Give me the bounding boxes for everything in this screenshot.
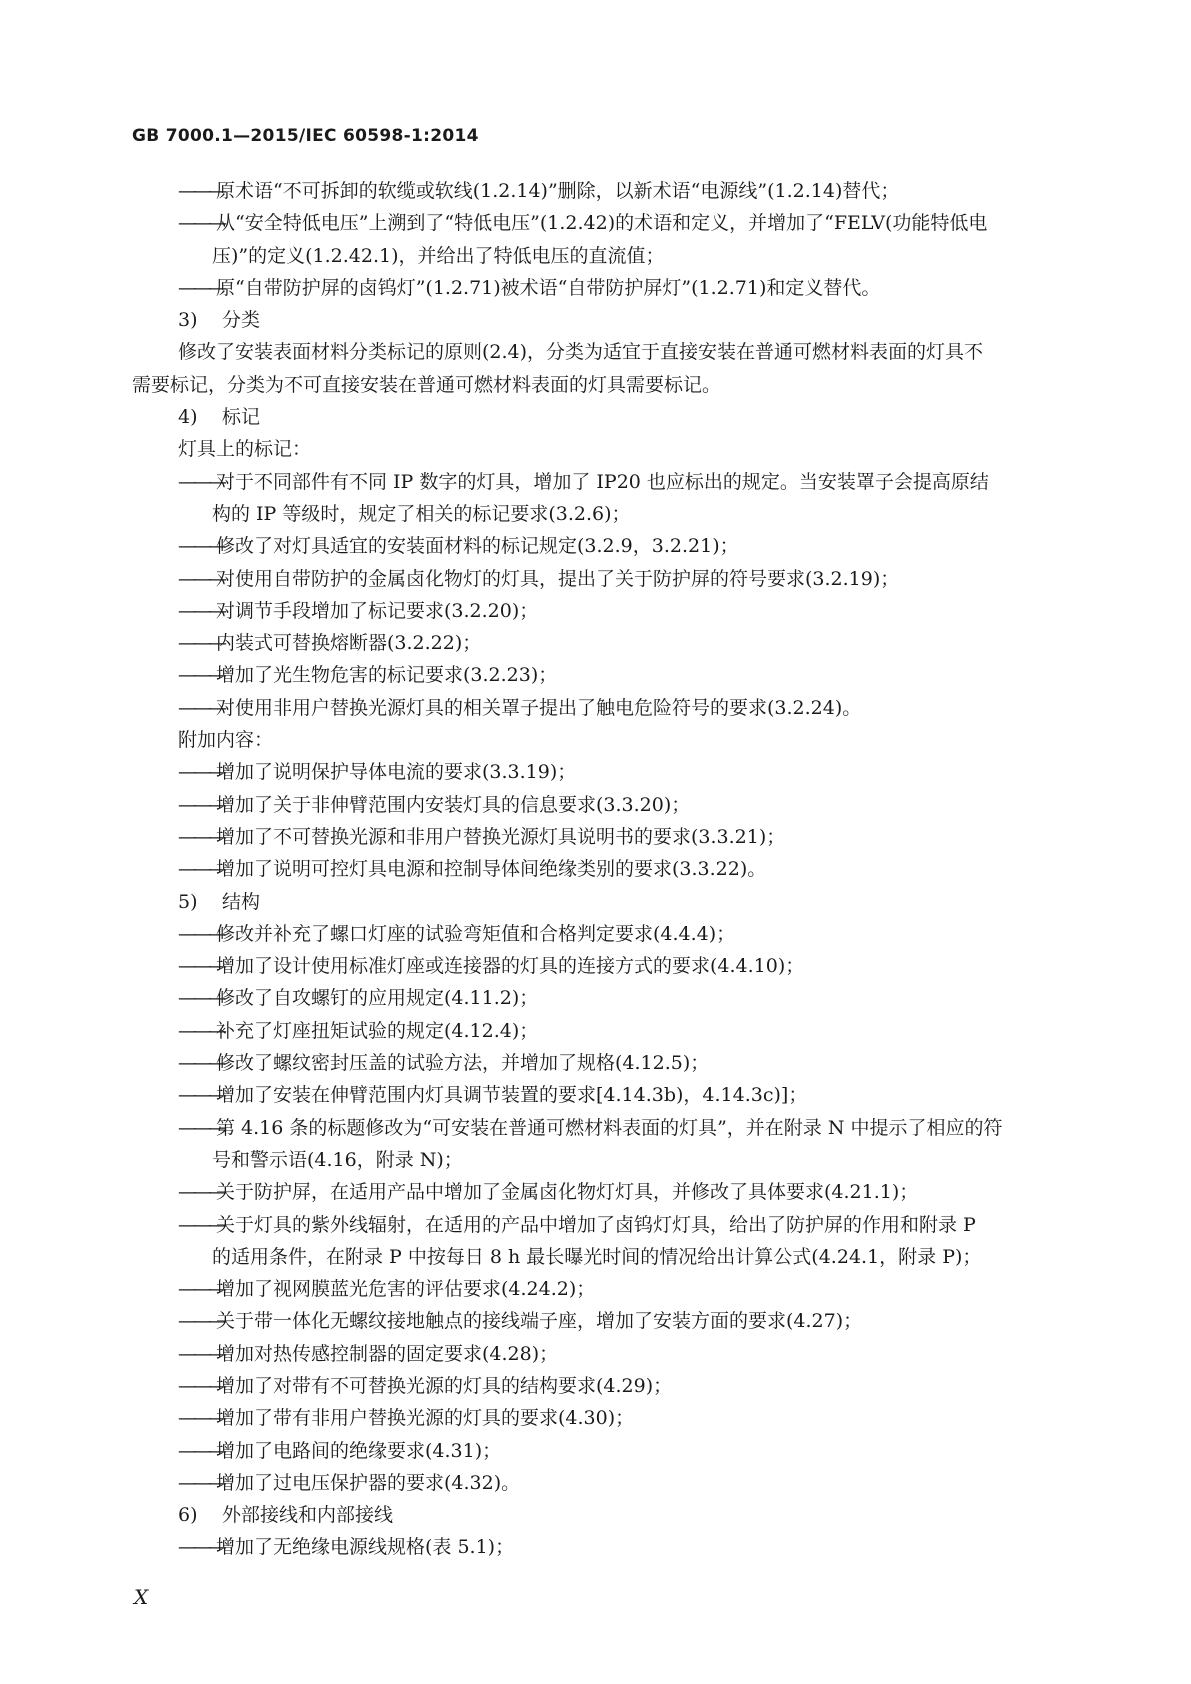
dash-marker: ———: [178, 632, 223, 655]
dash-marker: ———: [178, 1310, 223, 1333]
list-item-text: 从“安全特低电压”上溯到了“特低电压”(1.2.42)的术语和定义，并增加了“FELV(功能特低电: [216, 212, 988, 235]
list-item-continuation: 构的 IP 等级时，规定了相关的标记要求(3.2.6)；: [212, 502, 631, 525]
dash-marker: ———: [178, 1052, 223, 1075]
list-item: [178, 1047, 1078, 1079]
dash-marker: ———: [178, 922, 223, 945]
list-item-text: 增加了不可替换光源和非用户替换光源灯具说明书的要求(3.3.21)；: [216, 825, 786, 848]
section-heading: [178, 886, 1078, 918]
list-item: [178, 1079, 1078, 1111]
list-item: [178, 789, 1078, 821]
document-body: [132, 175, 1078, 1564]
dash-marker: ———: [178, 1407, 223, 1430]
dash-marker: ———: [178, 1439, 223, 1462]
dash-marker: ———: [178, 535, 223, 558]
dash-marker: ———: [178, 1342, 223, 1365]
list-item: [178, 595, 1078, 627]
list-item-text: 增加了光生物危害的标记要求(3.2.23)；: [216, 664, 558, 687]
list-item-continuation: 号和警示语(4.16，附录 N)；: [212, 1148, 463, 1171]
list-item-text: 第 4.16 条的标题修改为“可安装在普通可燃材料表面的灯具”，并在附录 N 中提示了相应的符: [216, 1116, 1003, 1139]
dash-marker: ———: [178, 1471, 223, 1494]
list-item: [178, 1370, 1078, 1402]
list-item-text: 增加了说明可控灯具电源和控制导体间绝缘类别的要求(3.3.22)。: [216, 858, 767, 881]
dash-marker: ———: [178, 276, 223, 299]
list-item: [178, 272, 1078, 304]
section-title: 分类: [222, 309, 261, 332]
section-number: 4): [178, 406, 198, 429]
list-item: [178, 756, 1078, 788]
dash-marker: ———: [178, 825, 223, 848]
list-item-text: 内装式可替换熔断器(3.2.22)；: [216, 632, 482, 655]
list-item: [178, 627, 1078, 659]
list-item-text: 增加了说明保护导体电流的要求(3.3.19)；: [216, 761, 577, 784]
list-item: [178, 1435, 1078, 1467]
section-number: 5): [178, 890, 198, 913]
section-title: 结构: [222, 890, 261, 913]
list-item-continuation: 压)”的定义(1.2.42.1)，并给出了特低电压的直流值；: [212, 244, 665, 267]
list-item-text: 补充了灯座扭矩试验的规定(4.12.4)；: [216, 1019, 539, 1042]
dash-marker: ———: [178, 180, 223, 202]
list-item-text: 增加了过电压保护器的要求(4.32)。: [216, 1471, 521, 1494]
dash-marker: ———: [178, 470, 223, 493]
dash-marker: ———: [178, 761, 223, 784]
list-item: [178, 207, 1078, 239]
list-item-text: 增加了关于非伸臂范围内安装灯具的信息要求(3.3.20)；: [216, 793, 691, 816]
document-header: GB 7000.1—2015/IEC 60598-1:2014: [132, 126, 479, 146]
list-item: [178, 1531, 1078, 1563]
list-item-text: 增加了安装在伸臂范围内灯具调节装置的要求[4.14.3b)，4.14.3c)]；: [216, 1084, 808, 1107]
list-item-text: 关于防护屏，在适用产品中增加了金属卤化物灯灯具，并修改了具体要求(4.21.1)；: [216, 1181, 919, 1204]
list-item-text: 增加了无绝缘电源线规格(表 5.1)；: [216, 1536, 515, 1559]
list-item: [178, 692, 1078, 724]
dash-marker: ———: [178, 1084, 223, 1107]
list-item-text: 增加了对带有不可替换光源的灯具的结构要求(4.29)；: [216, 1374, 673, 1397]
list-item-text: 关于带一体化无螺纹接地触点的接线端子座，增加了安装方面的要求(4.27)；: [216, 1310, 863, 1333]
section-number: 6): [178, 1504, 198, 1527]
dash-marker: ———: [178, 1536, 223, 1559]
list-item-text: 修改了对灯具适宜的安装面材料的标记规定(3.2.9，3.2.21)；: [216, 535, 739, 558]
list-item-text: 修改了螺纹密封压盖的试验方法，并增加了规格(4.12.5)；: [216, 1052, 710, 1075]
list-item: [178, 982, 1078, 1014]
section-heading: [178, 1499, 1078, 1531]
dash-marker: ———: [178, 1213, 223, 1236]
list-item: [178, 1209, 1078, 1241]
list-item: [178, 1338, 1078, 1370]
dash-marker: ———: [178, 696, 223, 719]
list-item-text: 修改了自攻螺钉的应用规定(4.11.2)；: [216, 987, 539, 1010]
list-item: [178, 466, 1078, 498]
list-item-text: 对使用自带防护的金属卤化物灯的灯具，提出了关于防护屏的符号要求(3.2.19)；: [216, 567, 900, 590]
dash-marker: ———: [178, 567, 223, 590]
list-item-text: 对使用非用户替换光源灯具的相关罩子提出了触电危险符号的要求(3.2.24)。: [216, 696, 862, 719]
dash-marker: ———: [178, 1019, 223, 1042]
dash-marker: ———: [178, 1116, 223, 1139]
dash-marker: ———: [178, 599, 223, 622]
list-item-text: 对调节手段增加了标记要求(3.2.20)；: [216, 599, 539, 622]
dash-marker: ———: [178, 212, 223, 235]
subheading: 灯具上的标记：: [178, 438, 312, 461]
dash-marker: ———: [178, 793, 223, 816]
list-item: [178, 918, 1078, 950]
list-item-text: 增加对热传感控制器的固定要求(4.28)；: [216, 1342, 559, 1365]
paragraph-line: 修改了安装表面材料分类标记的原则(2.4)，分类为适宜于直接安装在普通可燃材料表面的灯具不: [178, 341, 984, 364]
dash-marker: ———: [178, 987, 223, 1010]
list-item-text: 增加了视网膜蓝光危害的评估要求(4.24.2)；: [216, 1278, 596, 1301]
section-title: 标记: [222, 406, 261, 429]
list-item: [178, 1176, 1078, 1208]
list-item-text: 原术语“不可拆卸的软缆或软线(1.2.14)”删除，以新术语“电源线”(1.2.14)替代；: [216, 180, 900, 202]
list-item-continuation: 的适用条件，在附录 P 中按每日 8 h 最长曝光时间的情况给出计算公式(4.24.1，附录 P)；: [212, 1245, 982, 1268]
list-item: [178, 530, 1078, 562]
dash-marker: ———: [178, 955, 223, 978]
list-item: [178, 821, 1078, 853]
list-item: [178, 563, 1078, 595]
list-item: [178, 1015, 1078, 1047]
list-item-text: 增加了设计使用标准灯座或连接器的灯具的连接方式的要求(4.4.10)；: [216, 955, 805, 978]
dash-marker: ———: [178, 664, 223, 687]
dash-marker: ———: [178, 858, 223, 881]
section-number: 3): [178, 309, 198, 332]
list-item: [178, 1112, 1078, 1144]
dash-marker: ———: [178, 1181, 223, 1204]
list-item: [178, 1402, 1078, 1434]
list-item: [178, 1273, 1078, 1305]
list-item-text: 修改并补充了螺口灯座的试验弯矩值和合格判定要求(4.4.4)；: [216, 922, 736, 945]
subheading: 附加内容：: [178, 729, 274, 752]
list-item: [178, 175, 1078, 207]
list-item-text: 增加了电路间的绝缘要求(4.31)；: [216, 1439, 502, 1462]
list-item: [178, 1305, 1078, 1337]
list-item: [178, 659, 1078, 691]
list-item-text: 增加了带有非用户替换光源的灯具的要求(4.30)；: [216, 1407, 635, 1430]
list-item-text: 关于灯具的紫外线辐射，在适用的产品中增加了卤钨灯灯具，给出了防护屏的作用和附录 P: [216, 1213, 976, 1236]
list-item-text: 对于不同部件有不同 IP 数字的灯具，增加了 IP20 也应标出的规定。当安装罩子会提高原结: [216, 470, 989, 493]
page-number: X: [134, 1585, 149, 1609]
list-item: [178, 853, 1078, 885]
list-item: [178, 1467, 1078, 1499]
list-item: [178, 950, 1078, 982]
dash-marker: ———: [178, 1374, 223, 1397]
section-title: 外部接线和内部接线: [222, 1504, 394, 1527]
section-heading: [178, 304, 1078, 336]
list-item-text: 原“自带防护屏的卤钨灯”(1.2.71)被术语“自带防护屏灯”(1.2.71)和定义替代。: [216, 276, 881, 299]
section-heading: [178, 401, 1078, 433]
paragraph-line: 需要标记，分类为不可直接安装在普通可燃材料表面的灯具需要标记。: [132, 373, 722, 396]
dash-marker: ———: [178, 1278, 223, 1301]
